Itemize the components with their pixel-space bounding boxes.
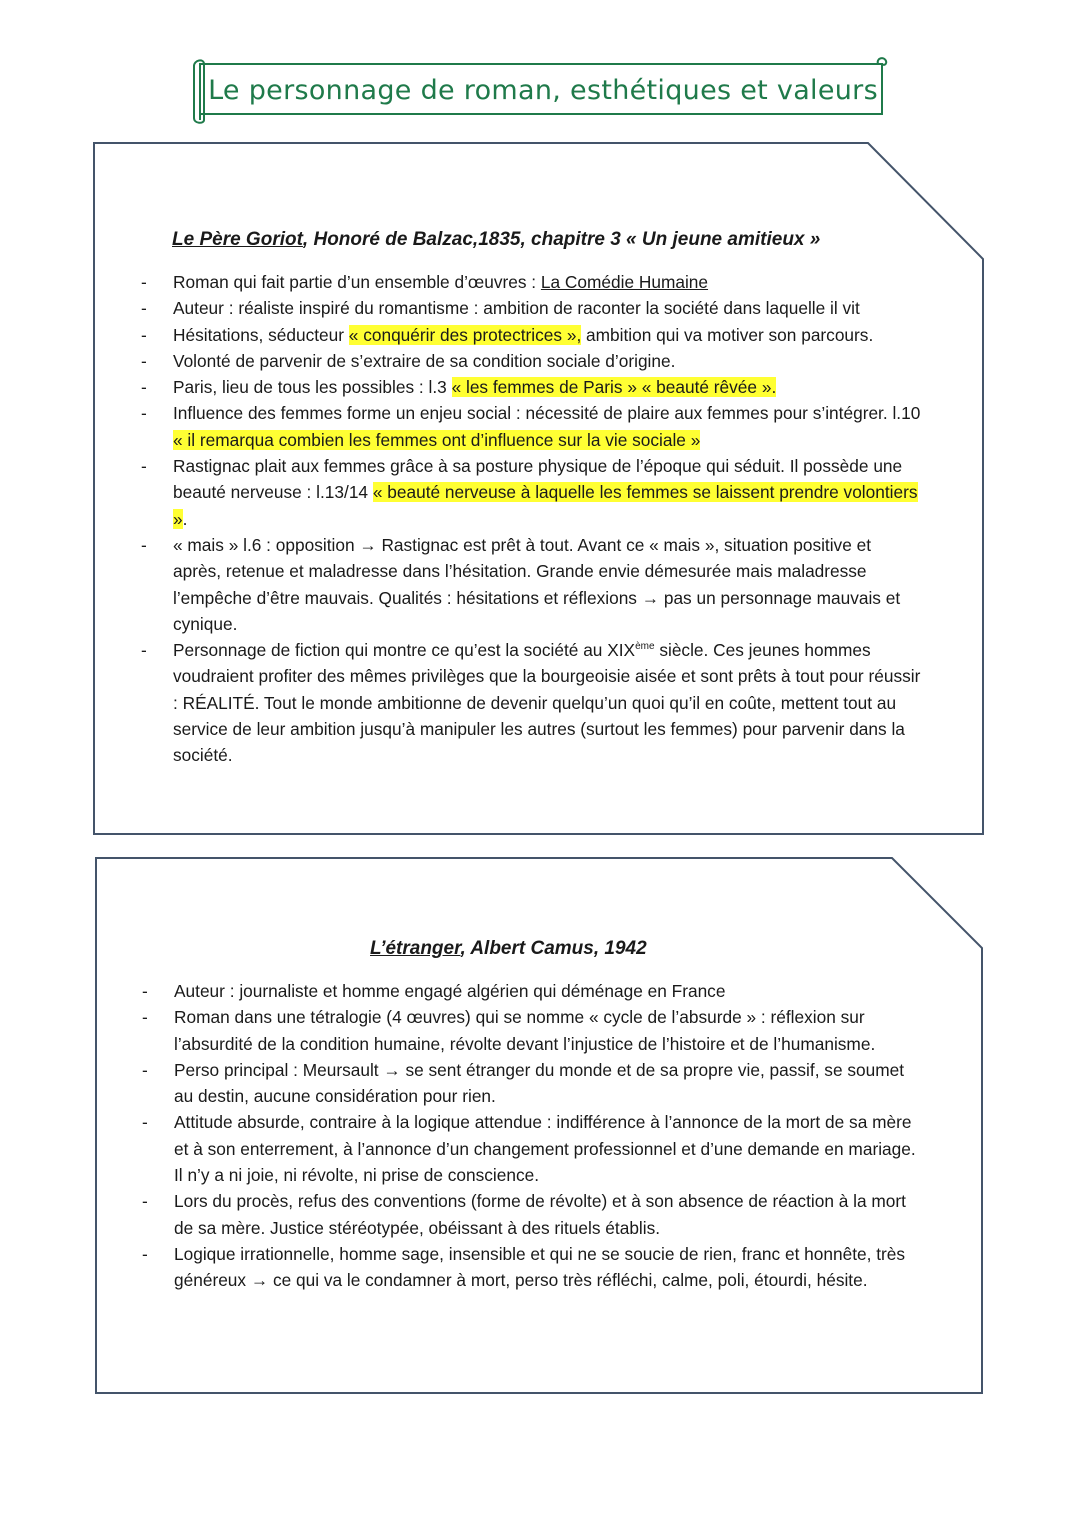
item-text: Attitude absurde, contraire à la logique attendue : indifférence à l’annonce de la mort de sa mère et à son enterrement, à l’annonce d’un changement professionnel et d’une demande en mariage. Il n’y a ni joie, ni révolte, ni prise de conscience. [174, 1112, 916, 1186]
list-item [142, 1109, 926, 1188]
bullet-dash: - [141, 456, 147, 477]
list-item [141, 374, 923, 400]
list-item [141, 453, 923, 532]
list-item [141, 637, 923, 768]
section-title [370, 938, 647, 960]
list-item [141, 269, 923, 295]
item-text: ème [635, 641, 655, 653]
bullet-dash: - [141, 350, 147, 371]
list-item [142, 1057, 926, 1110]
bullet-dash: - [142, 1112, 148, 1133]
page-title: Le personnage de roman, esthétiques et valeurs [208, 74, 878, 106]
bullet-dash: - [142, 1007, 148, 1028]
item-text: Influence des femmes forme un enjeu social : nécessité de plaire aux femmes pour s’intégrer. l.10 [173, 403, 921, 424]
list-item [142, 1004, 926, 1057]
notes-list [141, 269, 923, 769]
book-details: , Honoré de Balzac,1835, chapitre 3 « Un jeune amitieux » [302, 229, 821, 250]
item-text: ambition qui va motiver son parcours. [581, 324, 874, 345]
list-item [141, 400, 923, 453]
bullet-dash: - [141, 272, 147, 292]
title-banner [190, 56, 890, 124]
bullet-dash: - [141, 324, 147, 345]
bullet-dash: - [142, 1059, 148, 1080]
item-text: Auteur : réaliste inspiré du romantisme : ambition de raconter la société dans laquelle il vit [173, 298, 860, 319]
list-item [141, 295, 923, 321]
highlighted-quote: « conquérir des protectrices », [348, 324, 582, 345]
bullet-dash: - [142, 1191, 148, 1212]
list-item [141, 322, 923, 348]
list-item [142, 1188, 926, 1241]
item-text: Lors du procès, refus des conventions (forme de révolte) et à son absence de réaction à la mort de sa mère. Justice stéréotypée, obéissant à des rituels établis. [174, 1191, 906, 1238]
item-text: Perso principal : Meursault → se sent étranger du monde et de sa propre vie, passif, se soumet au destin, aucune considération pour rien. [174, 1059, 905, 1107]
item-text: Roman dans une tétralogie (4 œuvres) qui se nomme « cycle de l’absurde » : réflexion sur l’absurdité de la condition humaine, révolte devant l’injustice de l’histoire et de l’humanisme. [174, 1007, 876, 1054]
book-title: Le Père Goriot [172, 229, 303, 250]
list-item [141, 348, 923, 374]
highlighted-quote: « beauté nerveuse à laquelle les femmes se laissent prendre volontiers » [173, 482, 918, 529]
item-text: Logique irrationnelle, homme sage, insensible et qui ne se soucie de rien, franc et honnête, très généreux → ce qui va le condamner à mort, perso très réfléchi, calme, poli, étourdi, hésite. [174, 1243, 906, 1291]
bullet-dash: - [141, 640, 147, 661]
highlighted-quote: « il remarqua combien les femmes ont d’influence sur la vie sociale » [173, 429, 701, 450]
highlighted-quote: « les femmes de Paris » « beauté rêvée ». [451, 377, 777, 398]
item-text: Personnage de fiction qui montre ce qu’est la société au XIX [173, 640, 636, 661]
card-etranger [92, 856, 987, 1396]
book-details: , Albert Camus, 1942 [460, 938, 647, 959]
item-text: Roman qui fait partie d’un ensemble d’œuvres : [173, 272, 541, 292]
list-item [141, 532, 923, 637]
list-item [142, 1241, 926, 1294]
item-text: « mais » l.6 : opposition → Rastignac est prêt à tout. Avant ce « mais », situation positive et après, retenue et maladresse dans l’hésitation. Grande envie démesurée mais maladresse l’empêche d’être mauvais. Qualités : hésitations et réflexions → pas un personnage mauvais et cynique. [173, 534, 901, 634]
underlined-text: La Comédie Humaine [540, 272, 709, 292]
bullet-dash: - [142, 1243, 148, 1264]
item-text: . [182, 508, 188, 529]
item-text: Paris, lieu de tous les possibles : l.3 [173, 377, 452, 398]
item-text: Hésitations, séducteur [173, 324, 349, 345]
book-title: L’étranger [370, 938, 461, 959]
item-text: siècle. Ces jeunes hommes voudraient profiter des mêmes privilèges que la bourgeoisie aisée et sont prêts à tout pour réussir : RÉALITÉ. Tout le monde ambitionne de devenir quelqu’un quoi qu’il en coûte, mettent tout au service de leur ambition jusqu’à manipuler les autres (surtout les femmes) pour parvenir dans la société. [173, 640, 921, 766]
bullet-dash: - [141, 534, 147, 555]
bullet-dash: - [141, 298, 147, 319]
notes-list [142, 978, 926, 1294]
section-title [172, 229, 820, 251]
item-text: Rastignac plait aux femmes grâce à sa posture physique de l’époque qui séduit. Il possède une beauté nerveuse : l.13/14 [173, 456, 903, 503]
item-text: Volonté de parvenir de s’extraire de sa condition sociale d’origine. [173, 350, 676, 371]
bullet-dash: - [142, 981, 148, 1001]
bullet-dash: - [141, 377, 147, 398]
card-pere-goriot [92, 141, 987, 837]
list-item [142, 978, 926, 1004]
bullet-dash: - [141, 403, 147, 424]
item-text: Auteur : journaliste et homme engagé algérien qui déménage en France [174, 981, 726, 1001]
